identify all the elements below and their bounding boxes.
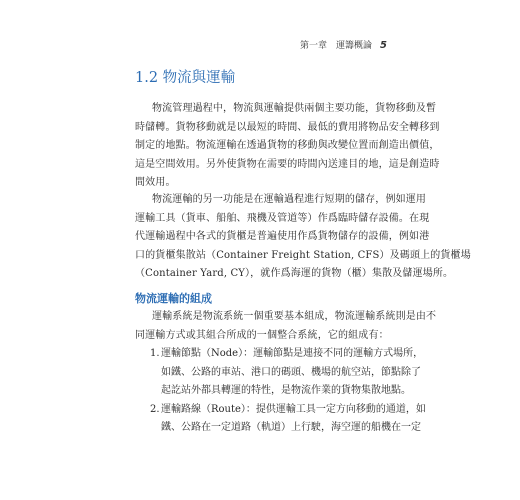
list-line: 鐵、公路在一定道路（軌道）上行駛，海空運的船機在一定 [161, 422, 421, 434]
section-title: 1.2 物流與運輸 [135, 70, 236, 86]
list-line: 運輸節點（Node）：運輸節點是連接不同的運輸方式場所， [161, 348, 424, 359]
paragraph-storage-function [135, 191, 471, 284]
list-number: 2. [150, 403, 160, 415]
list-line: 運輸路線（Route）：提供運輸工具一定方向移動的通道，如 [161, 403, 426, 415]
chapter-label: 第一章 運籌概論 [300, 41, 373, 51]
list-number: 1. [150, 348, 160, 359]
composition-list [135, 345, 426, 438]
paragraph-line: 這是空間效用。另外使貨物在需要的時間內送達目的地，這是創造時 [135, 158, 440, 170]
subheading: 物流運輸的組成 [135, 292, 212, 305]
running-header [300, 38, 387, 51]
paragraph-line: 物流運輸的另一功能是在運輸過程進行短期的儲存，例如運用 [152, 194, 427, 205]
paragraph-line: 時儲轉。貨物移動就是以最短的時間、最低的費用將物品安全轉移到 [135, 121, 440, 133]
page-number: 5 [380, 40, 387, 51]
paragraph-line: 物流管理過程中，物流與運輸提供兩個主要功能，貨物移動及暫 [152, 103, 437, 114]
paragraph-line: 間效用。 [135, 177, 176, 189]
paragraph-system-composition [135, 308, 437, 345]
paragraph-line: （Container Yard, CY），就作爲海運的貨物（櫃）集散及儲運場所。 [135, 268, 454, 280]
paragraph-line: 運輸系統是物流系統一個重要基本組成，物流運輸系統則是由不 [152, 311, 437, 322]
list-line: 起訖站外都具轉運的特性，是物流作業的貨物集散地點。 [161, 385, 411, 397]
list-item [135, 345, 424, 401]
paragraph-line: 同運輸方式或其組合所成的一個整合系統，它的組成有： [135, 329, 389, 341]
list-item [135, 401, 426, 438]
list-line: 如鐵、公路的車站、港口的碼頭、機場的航空站，節點除了 [161, 366, 421, 378]
paragraph-line: 制定的地點。物流運輸在透過貨物的移動與改變位置而創造出價值， [135, 140, 440, 152]
paragraph-goods-movement [135, 100, 440, 193]
paragraph-line: 口的貨櫃集散站（Container Freight Station, CFS）及碼頭上的貨櫃場 [135, 249, 471, 261]
paragraph-line: 代運輸過程中各式的貨櫃是普遍使用作爲貨物儲存的設備，例如港 [135, 231, 430, 243]
paragraph-line: 運輸工具（貨車、船舶、飛機及管道等）作爲臨時儲存設備。在現 [135, 212, 430, 224]
